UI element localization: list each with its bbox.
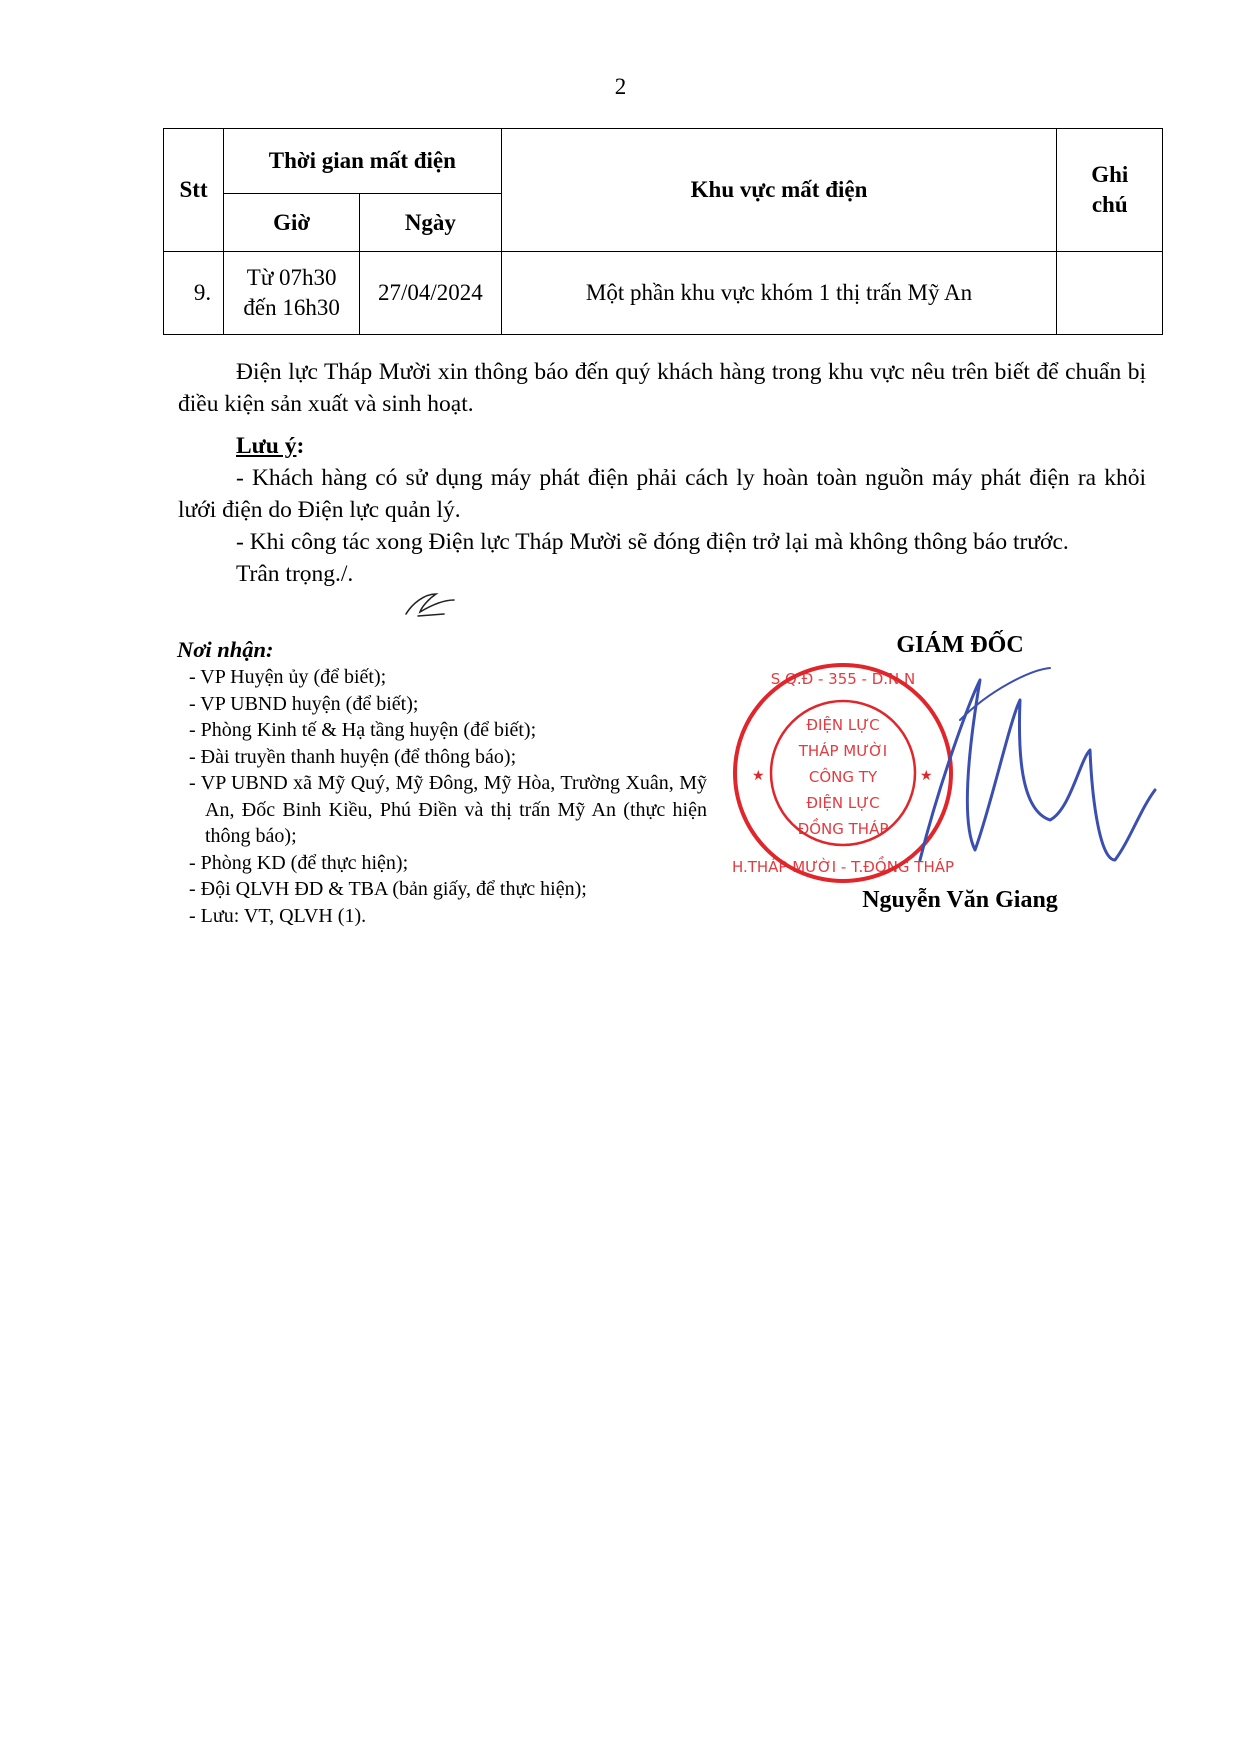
svg-text:ĐỒNG THÁP: ĐỒNG THÁP (797, 820, 889, 838)
signer-block (760, 632, 1160, 659)
announcement-block (178, 356, 1146, 420)
signer-name: Nguyễn Văn Giang (862, 887, 1058, 913)
note-title: Lưu ý (236, 433, 297, 459)
header-note (1057, 129, 1163, 252)
svg-text:CÔNG TY: CÔNG TY (808, 768, 878, 786)
svg-text:ĐIỆN LỰC: ĐIỆN LỰC (806, 716, 880, 734)
row-note (1057, 252, 1163, 335)
note-heading (178, 430, 1146, 462)
header-stt: Stt (164, 129, 224, 252)
recipient-item: - VP UBND xã Mỹ Quý, Mỹ Đông, Mỹ Hòa, Trường Xuân, Mỹ An, Đốc Binh Kiều, Phú Điền và thị trấn Mỹ An (thực hiện thông báo); (189, 772, 707, 847)
row-hour-line1: Từ 07h30 (246, 265, 337, 290)
recipient-item: - Đài truyền thanh huyện (để thông báo); (189, 745, 517, 768)
note-colon: : (296, 433, 305, 459)
initial-mark-icon (400, 588, 460, 622)
header-hour: Giờ (224, 194, 360, 252)
recipients-title: Nơi nhận: (177, 637, 274, 662)
row-hour-line2: đến 16h30 (243, 295, 340, 320)
recipient-item: - Đội QLVH ĐD & TBA (bản giấy, để thực hiện); (189, 878, 587, 900)
svg-text:S.Q.Đ - 355 - D.N.N: S.Q.Đ - 355 - D.N.N (770, 670, 916, 688)
notes-block (178, 430, 1146, 590)
svg-text:★: ★ (920, 768, 933, 784)
svg-text:THÁP MƯỜI: THÁP MƯỜI (798, 742, 888, 760)
outage-schedule-table (163, 128, 1163, 335)
table-row (164, 252, 1163, 335)
row-stt: 9. (164, 252, 224, 335)
signer-title: GIÁM ĐỐC (896, 632, 1024, 658)
row-date: 27/04/2024 (360, 252, 501, 335)
svg-text:H.THÁP MƯỜI - T.ĐỒNG THÁP: H.THÁP MƯỜI - T.ĐỒNG THÁP (731, 858, 955, 876)
handwritten-signature-icon (900, 660, 1160, 900)
row-area: Một phần khu vực khóm 1 thị trấn Mỹ An (501, 252, 1057, 335)
note-item-1: - Khách hàng có sử dụng máy phát điện phải cách ly hoàn toàn nguồn máy phát điện ra khỏi lưới điện do Điện lực quản lý. (178, 465, 1146, 523)
svg-text:ĐIỆN LỰC: ĐIỆN LỰC (806, 794, 880, 812)
recipient-item: - VP Huyện ủy (để biết); (189, 666, 387, 688)
row-hour (224, 252, 360, 335)
recipients-block (177, 636, 707, 929)
recipient-item: - VP UBND huyện (để biết); (189, 692, 419, 715)
announcement-paragraph: Điện lực Tháp Mười xin thông báo đến quý khách hàng trong khu vực nêu trên biết để chuẩn bị điều kiện sản xuất và sinh hoạt. (178, 359, 1146, 417)
header-note-line2: chú (1091, 192, 1128, 217)
svg-text:★: ★ (752, 768, 765, 784)
page-number: 2 (614, 74, 627, 99)
recipient-item: - Lưu: VT, QLVH (1). (189, 904, 367, 927)
header-note-line1: Ghi (1091, 162, 1129, 187)
recipient-item: - Phòng KD (để thực hiện); (189, 851, 409, 874)
closing-line: Trân trọng./. (236, 561, 354, 587)
recipient-item: - Phòng Kinh tế & Hạ tầng huyện (để biết); (189, 719, 537, 741)
header-date: Ngày (360, 194, 501, 252)
header-outage-time: Thời gian mất điện (224, 129, 501, 194)
header-outage-area: Khu vực mất điện (501, 129, 1057, 252)
note-item-2: - Khi công tác xong Điện lực Tháp Mười sẽ đóng điện trở lại mà không thông báo trước. (236, 529, 1069, 555)
